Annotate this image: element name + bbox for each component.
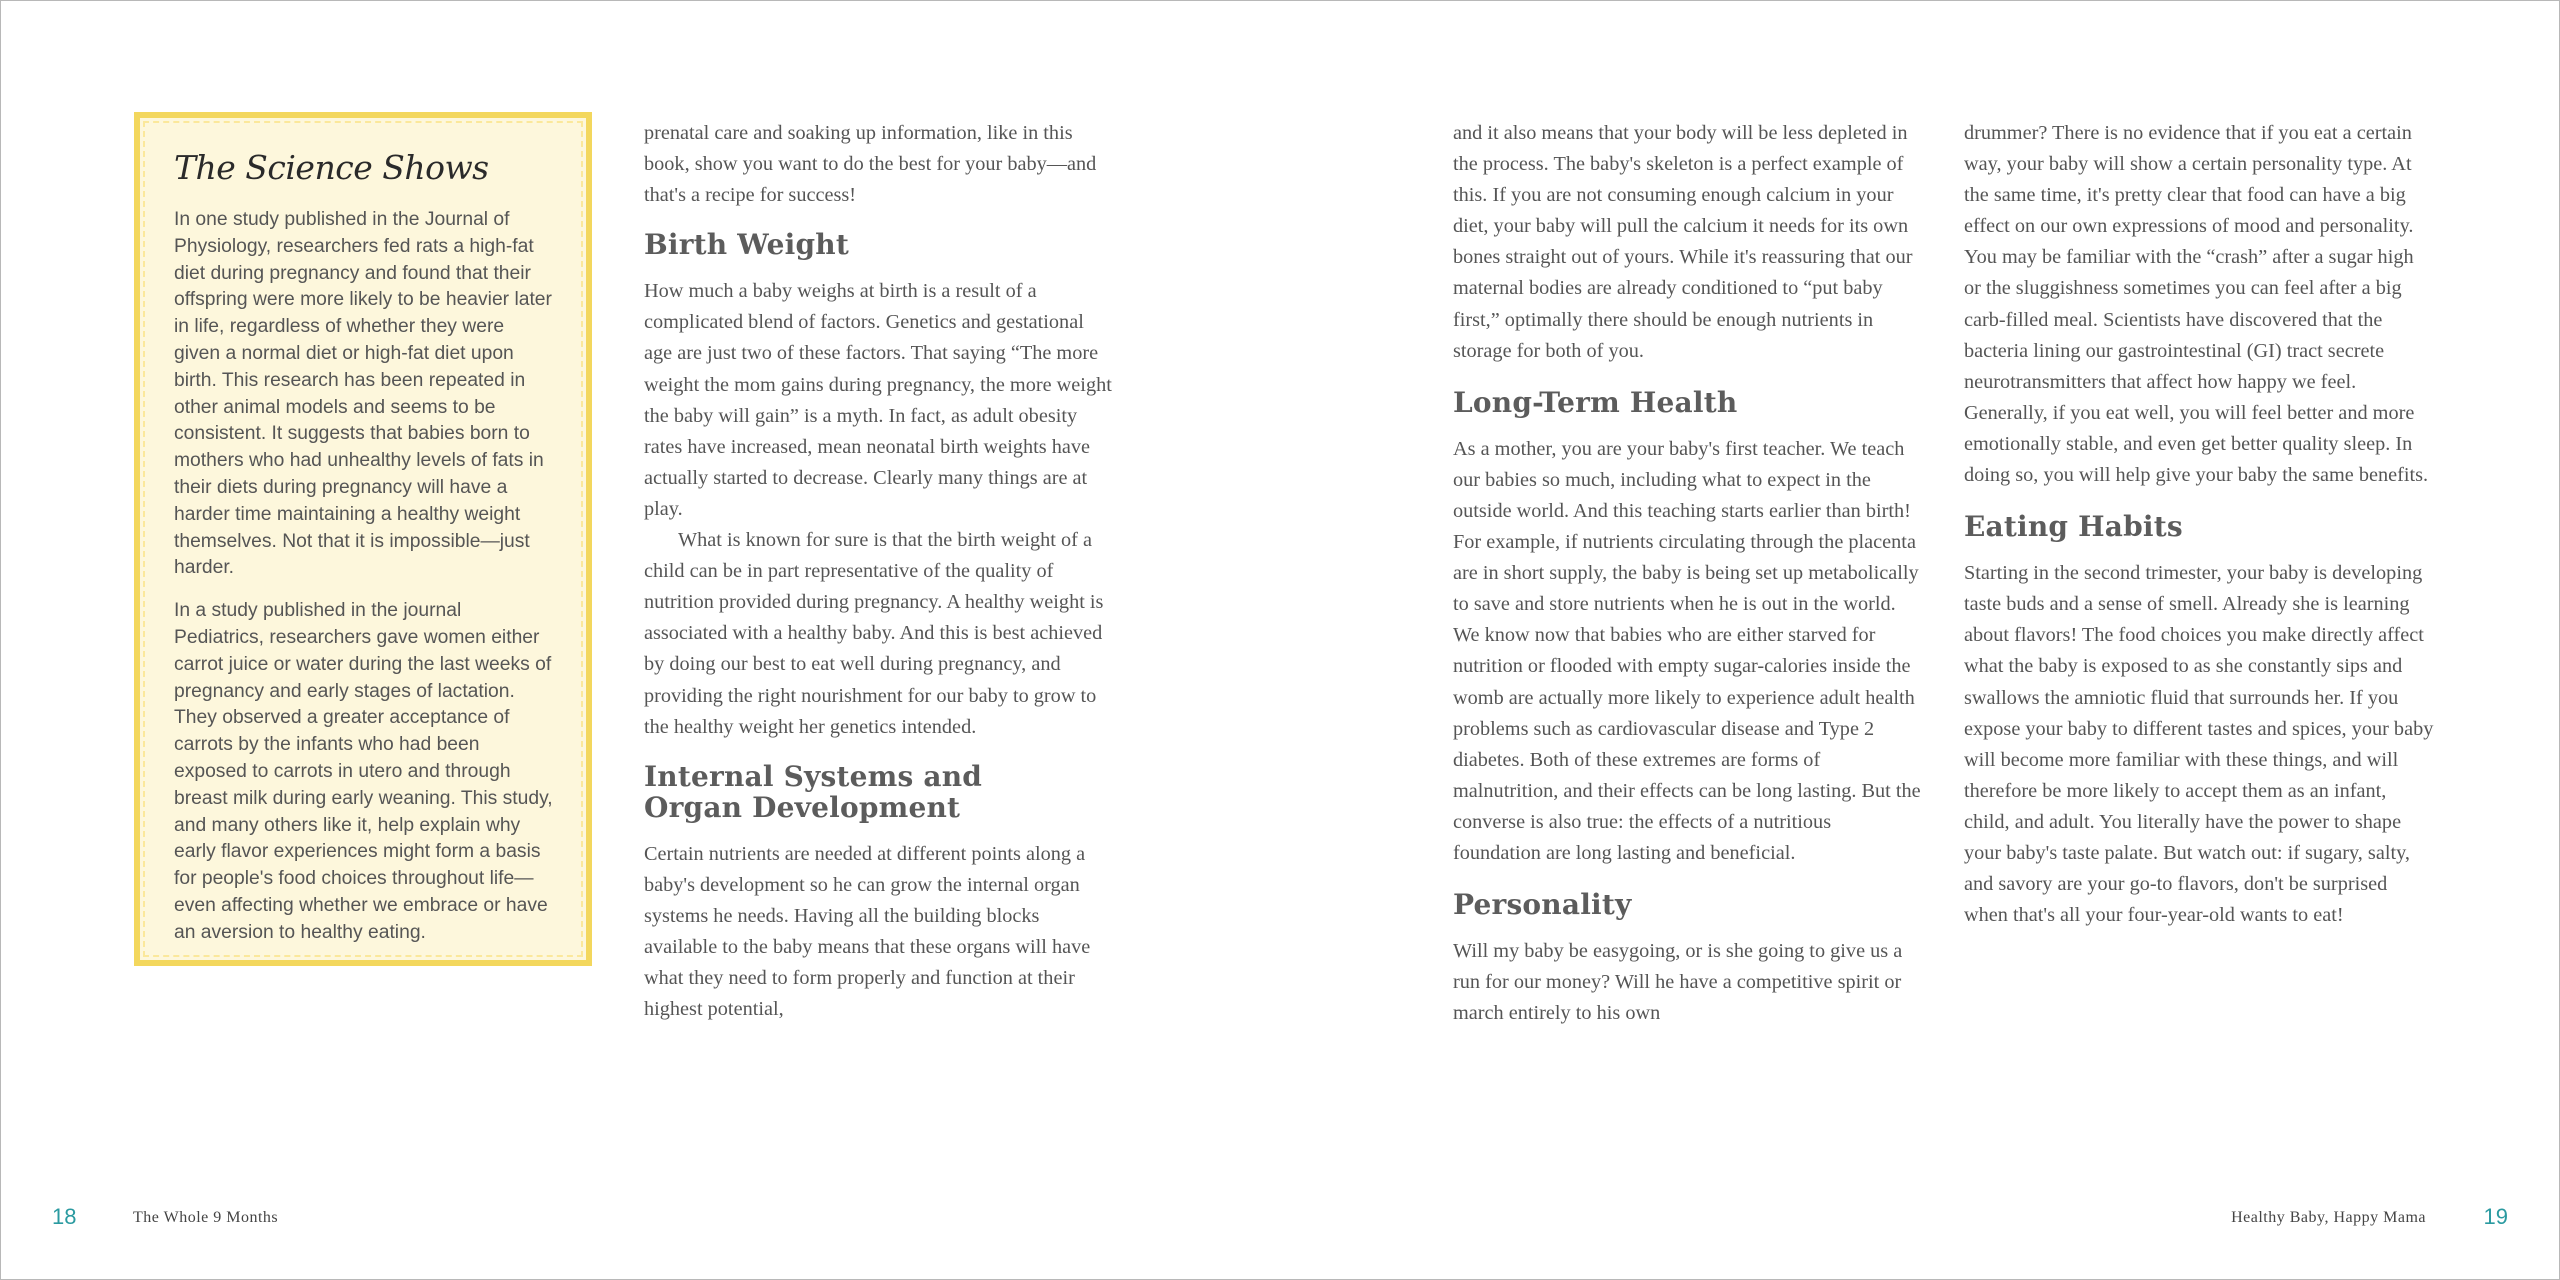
long-term-health-heading: Long-Term Health (1453, 385, 1738, 419)
sidebar-title: The Science Shows (174, 148, 489, 187)
left-page-column (644, 118, 1114, 1025)
personality-heading: Personality (1453, 888, 1632, 922)
right-running-title: Healthy Baby, Happy Mama (2231, 1209, 2426, 1226)
long-term-health-paragraph: As a mother, you are your baby's first teacher. We teach our babies so much, including what to expect in the outside world. And this teaching starts earlier than birth! For example, if nutrients circulating through the placenta are in short supply, the baby is being set up metabolically to save and store nutrients when he is out in the world. We know now that babies who are either starved for nutrition or flooded with empty sugar-calories inside the womb are actually more likely to experience adult health problems such as cardiovascular disease and Type 2 diabetes. Both of these extremes are forms of malnutrition, and their effects can be long lasting. But the converse is also true: the effects of a nutritious foundation are long lasting and beneficial. (1453, 437, 1921, 864)
internal-systems-paragraph: Certain nutrients are needed at different points along a baby's development so he can grow the internal organ systems he needs. Having all the building blocks available to the baby means that these organs will have what they need to form properly and function at their highest potential, (644, 842, 1091, 1021)
sidebar-paragraph-2: In a study published in the journal Pediatrics, researchers gave women either carrot juice or water during the last weeks of pregnancy and early stages of lactation. They observed a greater acceptance of carrots by the infants who had been exposed to carrots in utero and through breast milk during early weaning. This study, and many others like it, help explain why early flavor experiences might form a basis for people's food choices throughout life—even affecting whether we embrace or have an aversion to healthy eating. (174, 600, 553, 943)
internal-systems-heading: Internal Systems and Organ Development (644, 759, 983, 824)
sidebar-paragraph-1: In one study published in the Journal of Physiology, researchers fed rats a high-fat diet during pregnancy and found that their offspring were more likely to be heavier later in life, regardless of whether they were given a normal diet or high-fat diet upon birth. This research has been repeated in other animal models and seems to be consistent. It suggests that babies born to mothers who had unhealthy levels of fats in their diets during pregnancy will have a harder time maintaining a healthy weight themselves. Not that it is impossible—just harder. (174, 209, 552, 579)
left-page-number: 18 (52, 1204, 77, 1229)
eating-habits-heading: Eating Habits (1964, 510, 2183, 544)
birth-weight-paragraph-1: How much a baby weighs at birth is a result of a complicated blend of factors. Genetics and gestational age are just two of these factors. That saying “The more weight the mom gains during pregnancy, the more weight the baby will gain” is a myth. In fact, as adult obesity rates have increased, mean neonatal birth weights have actually started to decrease. Clearly many things are at play. (644, 280, 1112, 520)
mood-paragraph: drummer? There is no evidence that if you eat a certain way, your baby will show a certain personality type. At the same time, it's pretty clear that food can have a big effect on our own expressions of mood and personality. You may be familiar with the “crash” after a sugar high or the sluggishness sometimes you can feel after a big carb-filled meal. Scientists have discovered that the bacteria lining our gastrointestinal (GI) tract secrete neurotransmitters that affect how happy we feel. Generally, if you eat well, you will feel better and more emotionally stable, and even get better quality sleep. In doing so, you will help give your baby the same benefits. (1964, 122, 2429, 487)
intro-paragraph: prenatal care and soaking up information, like in this book, show you want to do the best for your baby—and that's a recipe for success! (644, 122, 1097, 207)
birth-weight-paragraph-2: What is known for sure is that the birth weight of a child can be in part representative of the quality of nutrition provided during pregnancy. A healthy weight is associated with a healthy baby. And this is best achieved by doing our best to eat well during pregnancy, and providing the right nourishment for our baby to grow to the healthy weight her genetics intended. (644, 529, 1104, 738)
right-page-column-2 (1964, 118, 2434, 931)
personality-paragraph: Will my baby be easygoing, or is she going to give us a run for our money? Will he have a competitive spirit or march entirely to his own (1453, 940, 1903, 1025)
right-page-number: 19 (2483, 1204, 2508, 1229)
right-page-column-1 (1453, 118, 1923, 1029)
left-running-title: The Whole 9 Months (133, 1209, 279, 1226)
birth-weight-heading: Birth Weight (644, 228, 849, 262)
calcium-paragraph: and it also means that your body will be less depleted in the process. The baby's skeleton is a perfect example of this. If you are not consuming enough calcium in your diet, your baby will pull the calcium it needs for its own bones straight out of yours. While it's reassuring that our maternal bodies are already conditioned to “put baby first,” optimally there should be enough nutrients in storage for both of you. (1453, 122, 1913, 362)
science-sidebar (134, 112, 592, 966)
eating-habits-paragraph: Starting in the second trimester, your baby is developing taste buds and a sense of smell. Already she is learning about flavors! The food choices you make directly affect what the baby is exposed to as she constantly sips and swallows the amniotic fluid that surrounds her. If you expose your baby to different tastes and spices, your baby will become more familiar with these things, and will therefore be more likely to accept them as an infant, child, and adult. You literally have the power to shape your baby's taste palate. But watch out: if sugary, salty, and savory are your go-to flavors, don't be surprised when that's all your four-year-old wants to eat! (1964, 562, 2434, 927)
